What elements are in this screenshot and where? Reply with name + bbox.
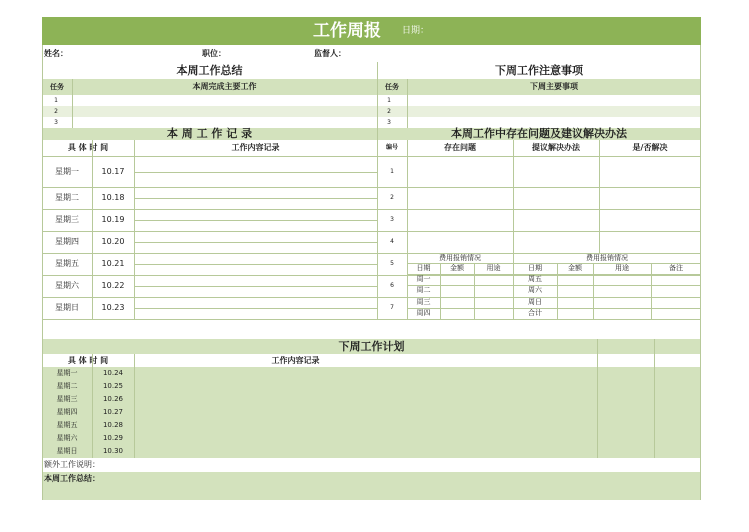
issue-number: 2 [390,194,394,201]
grid-line [42,209,701,210]
grid-line [42,187,701,188]
expense-day: 周六 [528,286,542,295]
week-summary-label: 本周工作总结： [44,474,100,483]
plan-day: 星期三 [56,395,78,403]
grid-line [513,140,514,253]
expense-line [407,274,701,275]
grid-line [134,140,135,319]
expense-col: 用途 [615,264,629,272]
row-number: 3 [387,119,391,126]
record-date: 10.18 [101,193,125,202]
plan-day: 星期日 [56,447,78,455]
plan-title: 下周工作计划 [338,340,405,353]
summary-title: 本周工作总结 [176,64,243,77]
grid-line [92,140,93,319]
plan-row [42,367,701,380]
grid-line [72,79,73,128]
report-title: 工作周报 [313,21,381,41]
issue-number: 6 [390,282,394,289]
supervisor-label: 监督人： [314,49,346,58]
expense-title-left: 费用报销情况 [439,254,481,262]
grid-line [593,263,594,319]
row-number: 1 [54,97,58,104]
expense-line [407,297,701,298]
record-day: 星期六 [55,281,79,290]
col-task: 任务 [385,83,399,91]
content-line [134,220,377,221]
expense-day: 周二 [416,286,431,295]
grid-line [597,339,598,458]
plan-date: 10.25 [102,382,124,390]
record-day: 星期五 [55,259,79,268]
record-day: 星期二 [55,193,79,202]
plan-row [42,419,701,432]
plan-row [42,406,701,419]
expense-line [407,285,701,286]
grid-line [134,354,135,458]
expense-col: 金额 [450,264,464,272]
issue-number: 4 [390,238,394,245]
position-label: 职位： [202,49,226,58]
record-title: 本 周 工 作 记 录 [166,127,253,140]
expense-day: 周一 [416,275,431,284]
issue-number: 3 [390,216,394,223]
expense-title-right: 费用报销情况 [586,254,628,262]
content-line [134,308,377,309]
grid-line [557,263,558,319]
grid-line [377,128,378,319]
col-resolved: 是/否解决 [632,143,668,152]
col-main-work: 本周完成主要工作 [192,82,257,91]
content-line [134,286,377,287]
weekly-report-sheet [42,17,701,500]
col-time: 具 体 时 间 [67,143,109,152]
plan-date: 10.27 [102,408,124,416]
grid-line [407,79,408,128]
record-day: 星期四 [55,237,79,246]
record-date: 10.23 [101,303,125,312]
plan-date: 10.24 [102,369,124,377]
grid-line [599,140,600,253]
date-label: 日期： [402,26,430,36]
content-line [134,198,377,199]
plan-date: 10.28 [102,421,124,429]
content-line [134,172,377,173]
col-number: 编号 [385,144,398,151]
record-day: 星期日 [55,303,79,312]
name-label: 姓名： [44,49,68,58]
grid-line [651,263,652,319]
grid-line [440,263,441,319]
issues-title: 本周工作中存在问题及建议解决办法 [451,127,627,140]
row-number: 3 [54,119,58,126]
issue-number: 5 [390,260,394,267]
col-content: 工作内容记录 [271,356,320,365]
issue-number: 7 [390,304,394,311]
expense-day: 周五 [528,275,542,284]
plan-day: 星期四 [56,408,78,416]
grid-line [474,263,475,319]
row-number: 2 [387,108,391,115]
col-next-main: 下周主要事项 [530,82,578,91]
plan-row [42,393,701,406]
expense-col: 用途 [486,264,501,272]
expense-line [407,263,701,264]
expense-col: 日期 [528,264,542,272]
row-number: 2 [54,108,58,115]
record-date: 10.17 [101,167,125,176]
expense-col: 日期 [416,264,431,272]
col-solution: 提议解决办法 [532,143,580,152]
expense-day: 周日 [528,297,542,306]
summary-row [42,95,701,106]
grid-line [654,339,655,458]
grid-line [700,45,701,500]
issue-number: 1 [390,168,394,175]
record-day: 星期一 [55,167,79,176]
plan-date: 10.26 [102,395,124,403]
expense-line [407,308,701,309]
grid-line [42,45,43,500]
plan-day: 星期五 [56,421,78,429]
plan-date: 10.30 [102,447,124,455]
plan-row [42,380,701,393]
grid-line [42,156,701,157]
summary-row [42,106,701,117]
plan-date: 10.29 [102,434,124,442]
grid-line [42,231,701,232]
record-date: 10.20 [101,237,125,246]
row-number: 1 [387,97,391,104]
content-line [134,242,377,243]
grid-line [513,263,514,319]
col-task: 任务 [50,83,64,91]
expense-day: 周三 [416,297,431,306]
plan-row [42,432,701,445]
col-time: 具 体 时 间 [67,356,109,365]
expense-day: 周四 [416,308,431,317]
expense-line [407,319,701,320]
extra-label: 额外工作说明： [44,460,100,469]
grid-line [513,253,514,263]
expense-col: 金额 [568,264,582,272]
grid-line [92,354,93,458]
next-notes-title: 下周工作注意事项 [495,64,583,77]
record-date: 10.21 [101,259,125,268]
plan-day: 星期二 [56,382,78,390]
col-problem: 存在问题 [444,143,476,152]
record-date: 10.19 [101,215,125,224]
plan-day: 星期一 [56,369,78,377]
content-line [134,264,377,265]
expense-day: 合计 [528,308,542,317]
record-date: 10.22 [101,281,125,290]
expense-col: 备注 [669,264,683,272]
plan-day: 星期六 [56,434,78,442]
col-content: 工作内容记录 [231,143,280,152]
record-day: 星期三 [55,215,79,224]
plan-row [42,445,701,458]
